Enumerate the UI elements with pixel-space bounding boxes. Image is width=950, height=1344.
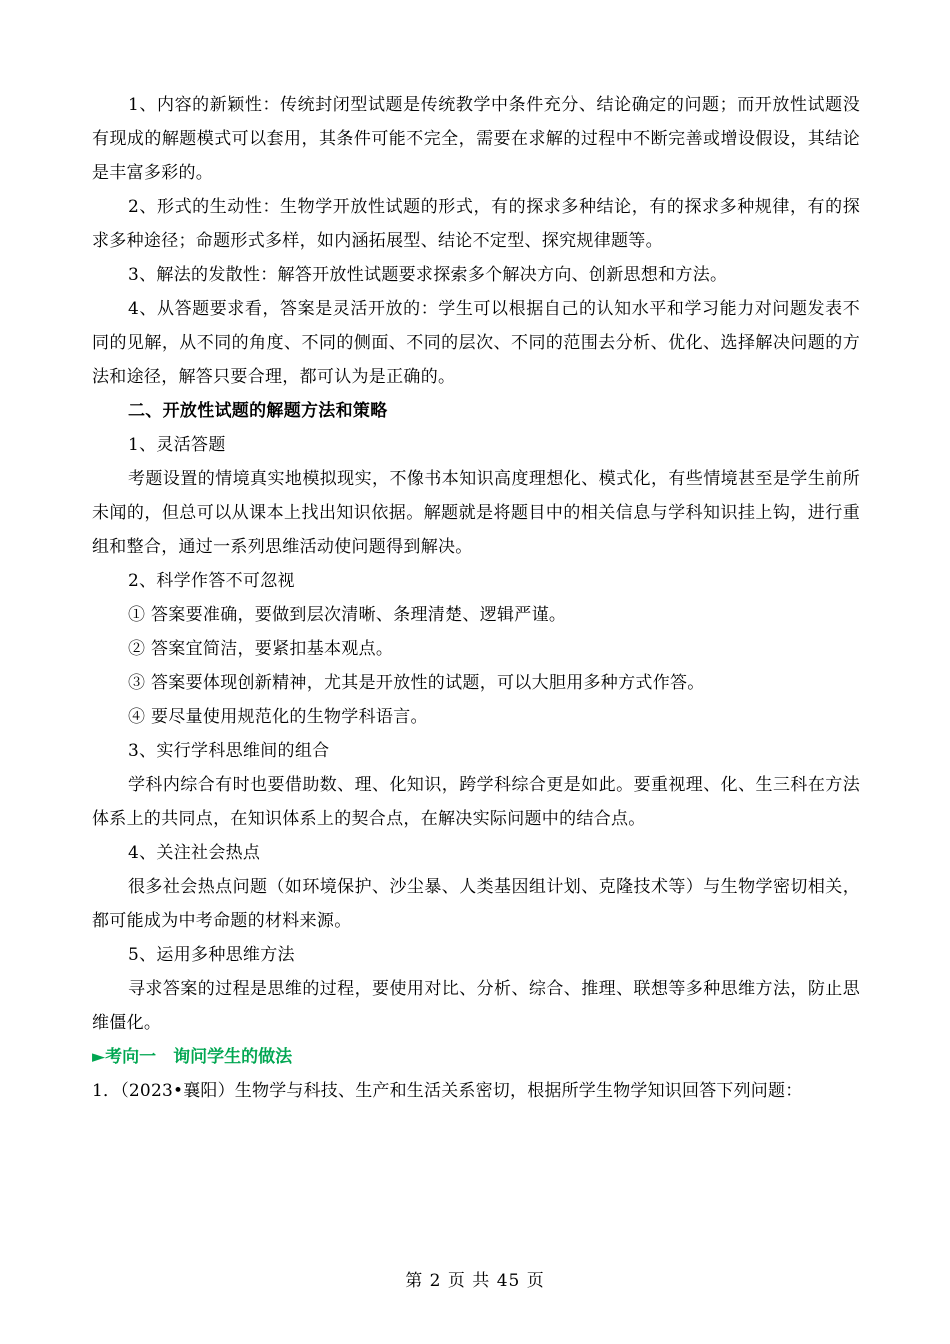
subheading-thinking-methods: 5、运用多种思维方法 [128, 945, 295, 965]
kaoxiang-heading: ►考向一 询问学生的做法 [92, 1047, 293, 1067]
list-item-innovative: ③ 答案要体现创新精神，尤其是开放性的试题，可以大胆用多种方式作答。 [128, 673, 705, 693]
paragraph-social-hotspots: 很多社会热点问题（如环境保护、沙尘暴、人类基因组计划、克隆技术等）与生物学密切相关，都可能成为中考命题的材料来源。 [92, 877, 860, 931]
subheading-flexible-answer: 1、灵活答题 [128, 435, 226, 455]
list-item-accurate: ① 答案要准确，要做到层次清晰、条理清楚、逻辑严谨。 [128, 605, 567, 625]
subheading-interdisciplinary: 3、实行学科思维间的组合 [128, 741, 330, 761]
list-item-standard-language: ④ 要尽量使用规范化的生物学科语言。 [128, 707, 428, 727]
subheading-social-hotspots: 4、关注社会热点 [128, 843, 261, 863]
paragraph-interdisciplinary: 学科内综合有时也要借助数、理、化知识，跨学科综合更是如此。要重视理、化、生三科在方法体系上的共同点，在知识体系上的契合点，在解决实际问题中的结合点。 [92, 775, 860, 829]
paragraph-answer-requirement: 4、从答题要求看，答案是灵活开放的：学生可以根据自己的认知水平和学习能力对问题发表不同的见解，从不同的角度、不同的侧面、不同的层次、不同的范围去分析、优化、选择解决问题的方法和途径，解答只要合理，都可认为是正确的。 [92, 299, 860, 387]
question-1: 1．（2023•襄阳）生物学与科技、生产和生活关系密切，根据所学生物学知识回答下列问题： [92, 1081, 803, 1101]
page-number-footer: 第 2 页 共 45 页 [405, 1271, 545, 1291]
subheading-scientific-answer: 2、科学作答不可忽视 [128, 571, 295, 591]
paragraph-form: 2、形式的生动性：生物学开放性试题的形式，有的探求多种结论，有的探求多种规律，有的探求多种途径；命题形式多样，如内涵拓展型、结论不定型、探究规律题等。 [92, 197, 860, 251]
document-page [92, 88, 860, 1108]
paragraph-flexible-answer: 考题设置的情境真实地模拟现实，不像书本知识高度理想化、模式化，有些情境甚至是学生前所未闻的，但总可以从课本上找出知识依据。解题就是将题目中的相关信息与学科知识挂上钩，进行重组和整合，通过一系列思维活动使问题得到解决。 [92, 469, 860, 557]
paragraph-thinking-methods: 寻求答案的过程是思维的过程，要使用对比、分析、综合、推理、联想等多种思维方法，防止思维僵化。 [92, 979, 860, 1033]
list-item-concise: ② 答案宜简洁，要紧扣基本观点。 [128, 639, 394, 659]
paragraph-method: 3、解法的发散性：解答开放性试题要求探索多个解决方向、创新思想和方法。 [128, 265, 728, 285]
paragraph-novelty: 1、内容的新颖性：传统封闭型试题是传统教学中条件充分、结论确定的问题；而开放性试题没有现成的解题模式可以套用，其条件可能不完全，需要在求解的过程中不断完善或增设假设，其结论是丰富多彩的。 [92, 95, 860, 183]
section-heading-strategies: 二、开放性试题的解题方法和策略 [128, 401, 388, 421]
